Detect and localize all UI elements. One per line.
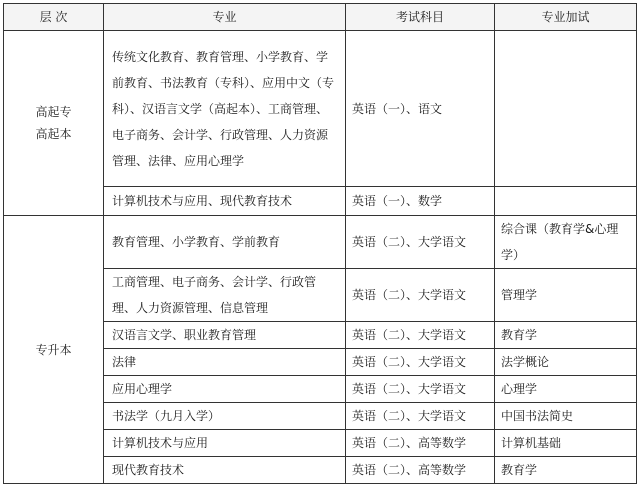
extra-cell [495,31,637,187]
exam-cell: 英语（二）、大学语文 [346,376,495,403]
exam-cell: 英语（二）、大学语文 [346,322,495,349]
extra-cell: 教育学 [495,322,637,349]
table-row [4,216,637,269]
header-exam: 考试科目 [346,4,495,31]
major-cell: 计算机技术与应用、现代教育技术 [104,187,346,216]
extra-cell: 计算机基础 [495,430,637,457]
extra-cell: 法学概论 [495,349,637,376]
major-cell: 书法学（九月入学） [104,403,346,430]
level-label: 高起专 [35,105,72,119]
exam-cell: 英语（二）、高等数学 [346,430,495,457]
major-cell: 汉语言文学、职业教育管理 [104,322,346,349]
exam-cell: 英语（二）、大学语文 [346,216,495,269]
extra-cell: 综合课（教育学&心理学） [495,216,637,269]
exam-cell: 英语（二）、高等数学 [346,457,495,484]
admission-table [3,3,637,484]
exam-cell: 英语（一）、数学 [346,187,495,216]
exam-cell: 英语（二）、大学语文 [346,403,495,430]
level-cell-zsb: 专升本 [4,216,104,484]
level-label: 高起本 [35,127,72,141]
extra-cell: 管理学 [495,269,637,322]
exam-cell: 英语（二）、大学语文 [346,349,495,376]
major-cell: 教育管理、小学教育、学前教育 [104,216,346,269]
table-row [4,31,637,187]
major-cell: 传统文化教育、教育管理、小学教育、学前教育、书法教育（专科）、应用中文（专科）、汉语言文学（高起本）、工商管理、电子商务、会计学、行政管理、人力资源管理、法律、应用心理学 [104,31,346,187]
header-major: 专业 [104,4,346,31]
level-cell-gqz [4,31,104,216]
exam-cell: 英语（一）、语文 [346,31,495,187]
major-cell: 应用心理学 [104,376,346,403]
exam-cell: 英语（二）、大学语文 [346,269,495,322]
major-cell: 计算机技术与应用 [104,430,346,457]
major-cell: 工商管理、电子商务、会计学、行政管理、人力资源管理、信息管理 [104,269,346,322]
extra-cell: 心理学 [495,376,637,403]
major-cell: 现代教育技术 [104,457,346,484]
major-cell: 法律 [104,349,346,376]
header-extra: 专业加试 [495,4,637,31]
extra-cell [495,187,637,216]
header-row [4,4,637,31]
extra-cell: 中国书法简史 [495,403,637,430]
extra-cell: 教育学 [495,457,637,484]
header-level: 层 次 [4,4,104,31]
